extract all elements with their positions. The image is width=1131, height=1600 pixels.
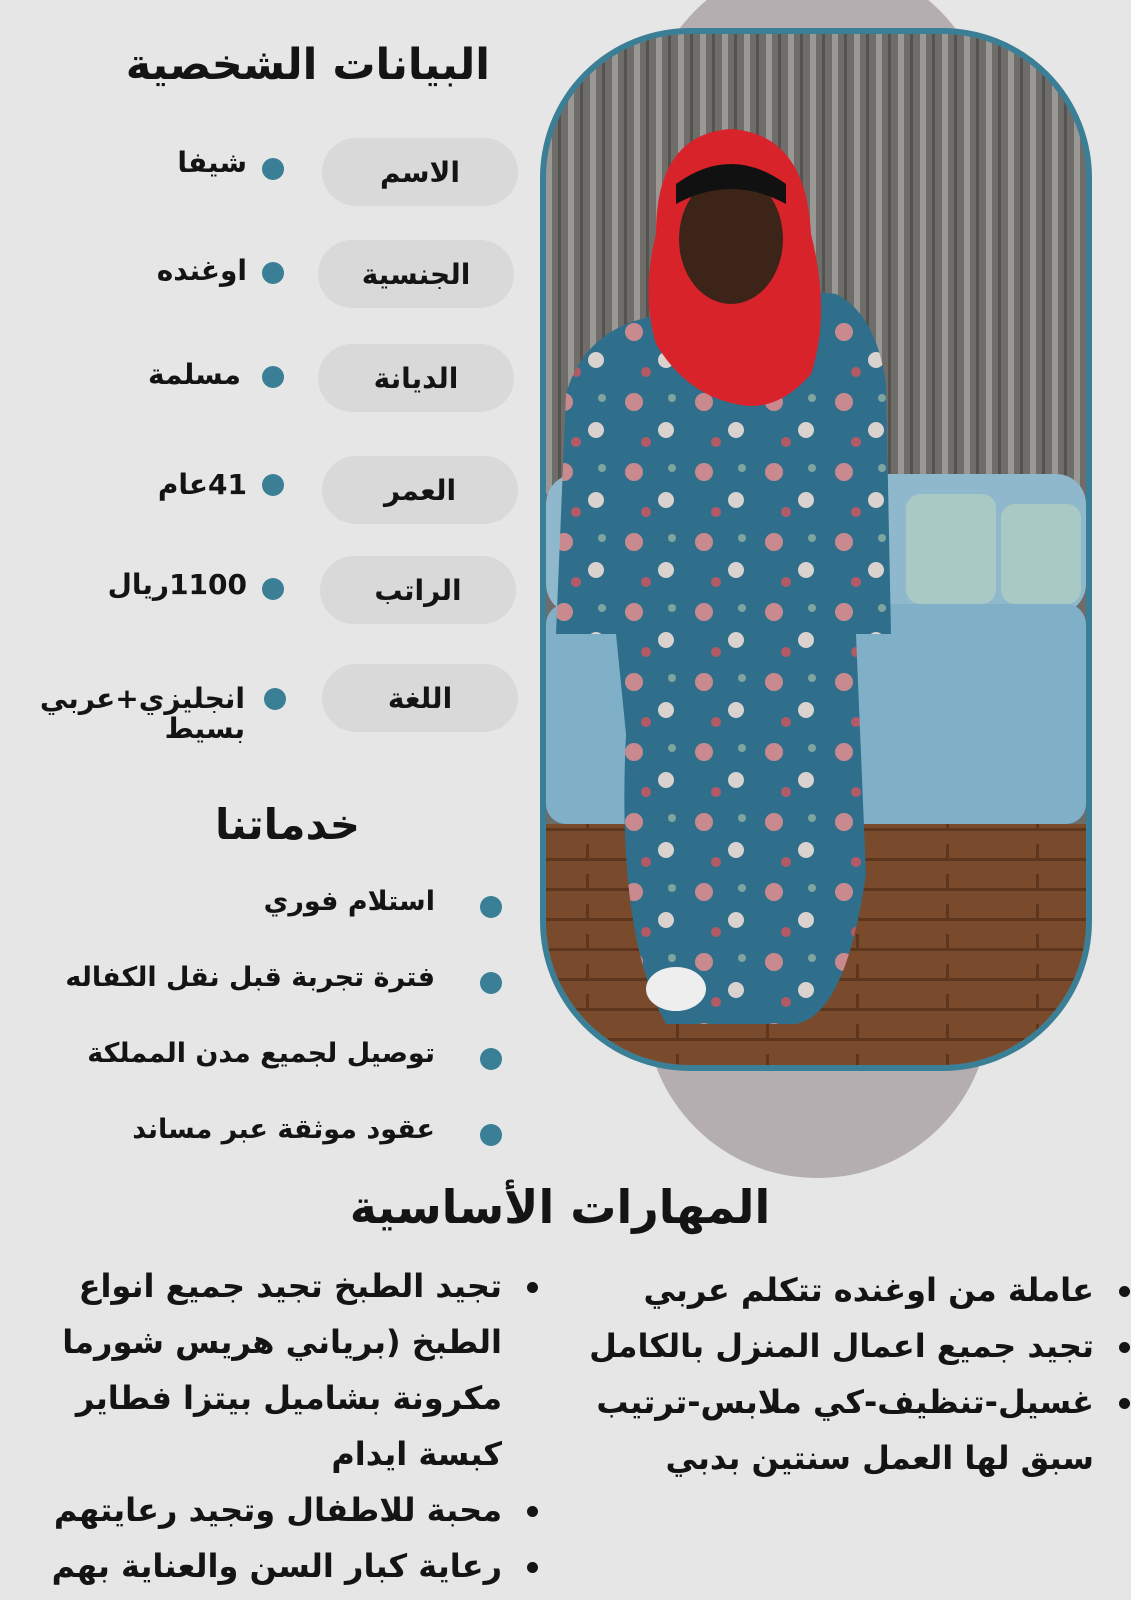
- skills-title: المهارات الأساسية: [349, 1180, 771, 1234]
- religion-value: مسلمة: [147, 358, 241, 391]
- skills-list-right: [570, 1262, 1130, 1486]
- service-item: استلام فوري: [263, 886, 435, 917]
- service-item: فترة تجربة قبل نقل الكفاله: [65, 962, 435, 993]
- bullet-dot: [262, 578, 284, 600]
- service-item: عقود موثقة عبر مساند: [132, 1114, 435, 1145]
- service-item: توصيل لجميع مدن المملكة: [87, 1038, 435, 1069]
- nationality-label: الجنسية: [318, 240, 514, 308]
- skills-list-left: [28, 1258, 538, 1594]
- skill-item: رعاية كبار السن والعناية بهم: [28, 1538, 538, 1594]
- skill-item: محبة للاطفال وتجيد رعايتهم: [28, 1482, 538, 1538]
- bullet-dot: [262, 262, 284, 284]
- skill-item: عاملة من اوغنده تتكلم عربي: [570, 1262, 1130, 1318]
- personal-data-title: البيانات الشخصية: [125, 40, 490, 90]
- skill-item: تجيد الطبخ تجيد جميع انواع الطبخ (برياني هريس شورما مكرونة بشاميل بيتزا فطاير كبسة ايدام: [28, 1258, 538, 1482]
- skill-item: سبق لها العمل سنتين بدبي: [665, 1439, 1094, 1477]
- bullet-dot: [262, 158, 284, 180]
- services-title: خدماتنا: [215, 800, 360, 849]
- language-value: انجليزي+عربي بسيط: [39, 682, 245, 745]
- worker-photo: [540, 28, 1092, 1071]
- worker-photo-illustration: [546, 34, 1086, 1065]
- bullet-dot: [262, 366, 284, 388]
- bullet-dot: [480, 1048, 502, 1070]
- bullet-dot: [480, 896, 502, 918]
- bullet-dot: [480, 1124, 502, 1146]
- religion-label: الديانة: [318, 344, 514, 412]
- age-label: العمر: [322, 456, 518, 524]
- name-label: الاسم: [322, 138, 518, 206]
- language-label: اللغة: [322, 664, 518, 732]
- bullet-dot: [480, 972, 502, 994]
- salary-value: 1100ريال: [107, 568, 247, 601]
- salary-label: الراتب: [320, 556, 516, 624]
- age-value: 41عام: [157, 468, 247, 501]
- bullet-dot: [262, 474, 284, 496]
- nationality-value: اوغنده: [156, 254, 247, 287]
- skill-item: غسيل-تنظيف-كي ملابس-ترتيب: [570, 1374, 1130, 1430]
- name-value: شيفا: [177, 146, 247, 179]
- bullet-dot: [264, 688, 286, 710]
- skill-item: تجيد جميع اعمال المنزل بالكامل: [570, 1318, 1130, 1374]
